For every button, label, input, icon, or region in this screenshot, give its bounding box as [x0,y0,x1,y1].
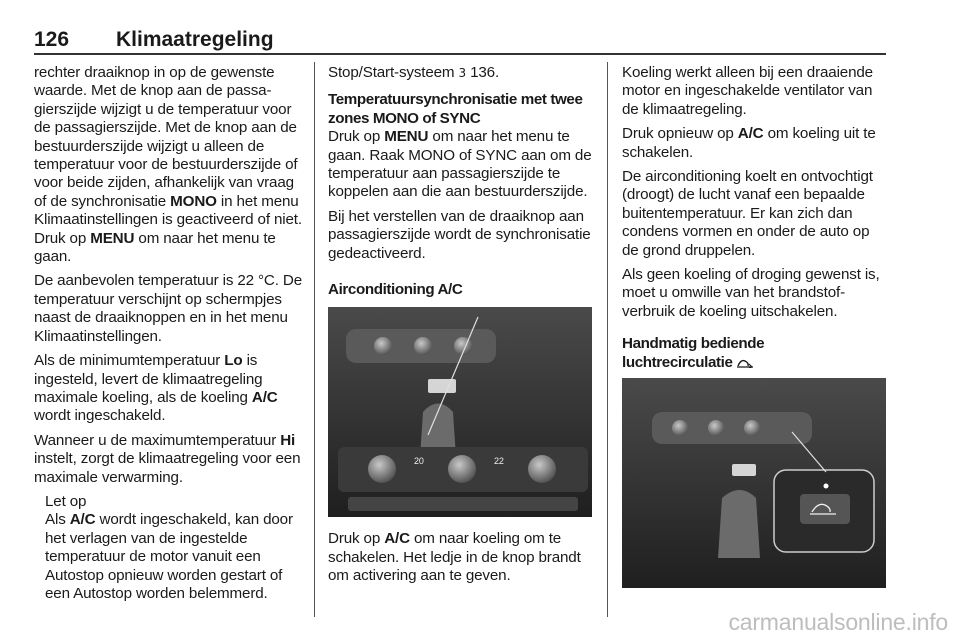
column-1 [34,64,306,603]
paragraph: Als geen koeling of droging gewenst is, moet u omwille van het brandstofverbruik de koeling uitschakelen. [622,266,880,320]
paragraph: Druk op MENU om naar het menu te gaan. Raak MONO of SYNC aan om de temperatuur aan passagierszijde te koppelen aan die aan bestuurderszijde. [328,128,592,201]
page-number: 126 [34,28,70,51]
section-heading: Handmatig bediende luchtrecirculatie [622,335,765,371]
display-left: 20 [414,456,424,467]
paragraph: Wanneer u de maximumtemperatuur Hi instelt, zorgt de klimaatregeling voor een maximale verwarming. [34,431,301,486]
paragraph: Koeling werkt alleen bij een draaiende motor en ingeschakelde ventilator van de klimaatregeling. [622,64,873,118]
column-divider-2 [607,62,608,617]
paragraph: De aanbevolen temperatuur is 22 °C. De temperatuur verschijnt op schermpjes naast de draaiknoppen en in het menu Klimaatinstellingen. [34,272,302,345]
section-heading: Temperatuursynchronisatie met twee zones MONO of SYNC [328,91,583,127]
page-reference-arrow-icon: 3 [458,66,467,80]
chapter-title: Klimaatregeling [116,28,274,51]
paragraph: Druk opnieuw op A/C om koeling uit te schakelen. [622,125,876,161]
column-divider-1 [314,62,315,617]
paragraph: Druk op A/C om naar koeling om te schakelen. Het ledje in de knop brandt om activering aan te geven. [328,530,581,585]
paragraph: Stop/Start-systeem 3 136. [328,64,500,81]
climate-control-photo [328,307,592,517]
recirculation-icon [736,358,754,368]
page-header [34,28,886,54]
paragraph: rechter draaiknop in op de gewenste waarde. Met de knop aan de passagierszijde wijzigt u de temperatuur voor de passagierszijde. Met de knop aan de bestuurderszijde wijzigt u alleen de temperatuur voor de bestuurderszijde of voor beide zijden, afhankelijk van vraag of de synchronisatie MONO in het menu Klimaatinstellingen is geactiveerd of niet. Druk op MENU om naar het menu te gaan. [34,64,302,266]
recirculation-panel-illustration [622,378,886,588]
climate-panel-illustration [328,307,592,517]
note-box: Let op Als A/C wordt ingeschakeld, kan door het verlagen van de ingestelde temperatuur de motor vanuit een Autostop opnieuw worden gestart of een Autostop worden belemmerd. [45,493,306,603]
note-title: Let op [45,492,87,510]
recirculation-button-photo [622,378,886,588]
paragraph: Als de minimumtemperatuur Lo is ingesteld, levert de klimaatregeling maximale koeling, als de koeling A/C wordt ingeschakeld. [34,352,278,425]
paragraph: De airconditioning koelt en ontvochtigt (droogt) de lucht vanaf een bepaalde buitentemperatuur. Er kan zich dan condens vormen en onder de auto op de grond druppelen. [622,168,873,259]
section-heading: Airconditioning A/C [328,281,463,299]
paragraph: Bij het verstellen van de draaiknop aan passagierszijde wordt de synchronisatie gedeactiveerd. [328,207,591,262]
display-right: 22 [494,456,504,467]
header-rule [34,53,886,55]
column-3 [622,64,890,588]
column-2 [328,64,596,586]
watermark: carmanualsonline.info [728,609,948,635]
